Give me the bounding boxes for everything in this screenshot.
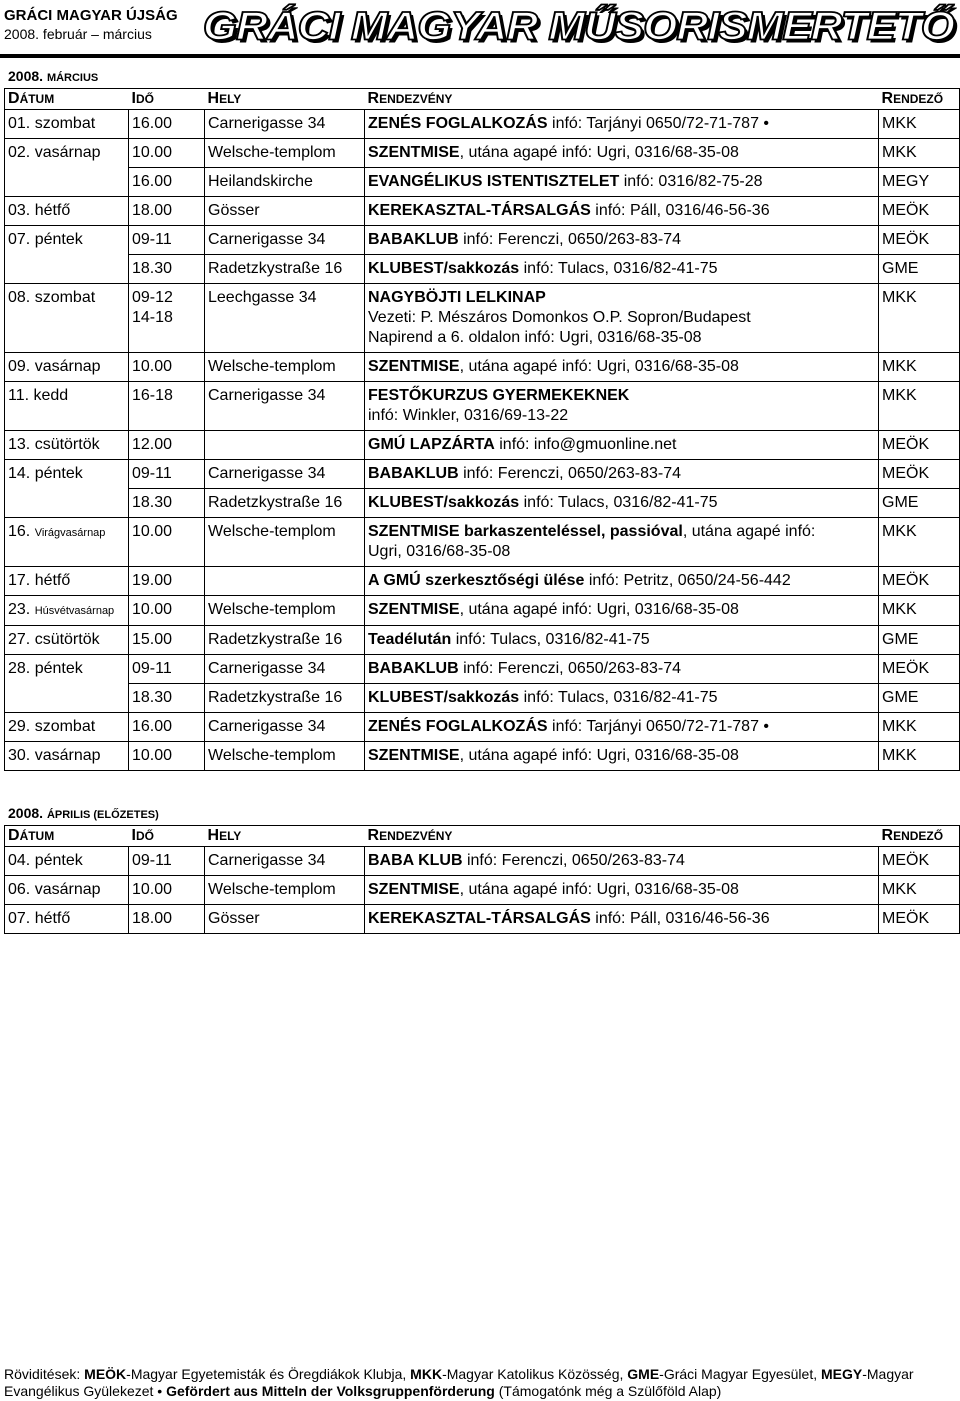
- table-row: [5, 460, 960, 489]
- column-header-ido: IDŐ: [129, 826, 205, 847]
- banner-title: GRÁCI MAGYAR MŰSORISMERTETŐ: [202, 4, 954, 49]
- table-row: [5, 353, 960, 382]
- event-cell: KEREKASZTAL-TÁRSALGÁS infó: Páll, 0316/46-56-36: [365, 197, 879, 226]
- place-cell: Carnerigasse 34: [205, 713, 365, 742]
- column-header-ido: IDŐ: [129, 89, 205, 110]
- organizer-cell: GME: [879, 626, 960, 655]
- place-cell: Welsche-templom: [205, 742, 365, 771]
- time-cell: 15.00: [129, 626, 205, 655]
- date-cell: 04. péntek: [5, 847, 129, 876]
- event-cell: SZENTMISE, utána agapé infó: Ugri, 0316/68-35-08: [365, 742, 879, 771]
- header-rule: [0, 54, 960, 58]
- time-cell: 10.00: [129, 596, 205, 626]
- place-cell: Welsche-templom: [205, 596, 365, 626]
- organizer-cell: MKK: [879, 518, 960, 567]
- column-header-rendezo: RENDEZŐ: [879, 826, 960, 847]
- table-row: [5, 255, 960, 284]
- table-row: [5, 226, 960, 255]
- table-row: [5, 847, 960, 876]
- event-cell: BABAKLUB infó: Ferenczi, 0650/263-83-74: [365, 460, 879, 489]
- event-cell: KLUBEST/sakkozás infó: Tulacs, 0316/82-41-75: [365, 255, 879, 284]
- time-cell: 12.00: [129, 431, 205, 460]
- place-cell: Gösser: [205, 905, 365, 934]
- organizer-cell: MKK: [879, 713, 960, 742]
- organizer-cell: MEÖK: [879, 905, 960, 934]
- date-cell: 07. hétfő: [5, 905, 129, 934]
- table-row: [5, 567, 960, 596]
- masthead: [4, 6, 178, 43]
- column-header-rendezveny: RENDEZVÉNY: [365, 89, 879, 110]
- place-cell: Radetzkystraße 16: [205, 255, 365, 284]
- event-cell: SZENTMISE barkaszenteléssel, passióval, utána agapé infó: Ugri, 0316/68-35-08: [365, 518, 879, 567]
- organizer-cell: MKK: [879, 139, 960, 168]
- organizer-cell: MKK: [879, 353, 960, 382]
- time-cell: 18.00: [129, 197, 205, 226]
- table-row: [5, 168, 960, 197]
- column-header-hely: HELY: [205, 826, 365, 847]
- table-row: [5, 518, 960, 567]
- date-cell: 14. péntek: [5, 460, 129, 489]
- organizer-cell: MKK: [879, 284, 960, 353]
- organizer-cell: MEGY: [879, 168, 960, 197]
- organizer-cell: MEÖK: [879, 847, 960, 876]
- organizer-cell: GME: [879, 255, 960, 284]
- time-cell: 09-12 14-18: [129, 284, 205, 353]
- organizer-cell: MEÖK: [879, 655, 960, 684]
- time-cell: 10.00: [129, 876, 205, 905]
- column-header-datum: DÁTUM: [5, 89, 129, 110]
- date-cell: 09. vasárnap: [5, 353, 129, 382]
- column-header-datum: DÁTUM: [5, 826, 129, 847]
- time-cell: 16-18: [129, 382, 205, 431]
- date-cell: 13. csütörtök: [5, 431, 129, 460]
- event-cell: KLUBEST/sakkozás infó: Tulacs, 0316/82-41-75: [365, 489, 879, 518]
- organizer-cell: GME: [879, 684, 960, 713]
- place-cell: Carnerigasse 34: [205, 382, 365, 431]
- table-row: [5, 596, 960, 626]
- march-title: 2008. MÁRCIUS: [8, 68, 99, 84]
- organizer-cell: MKK: [879, 596, 960, 626]
- footer-line-2: Evangélikus Gyülekezet • Gefördert aus Mitteln der Volksgruppenförderung (Támogatónk még a Szülőföld Alap): [4, 1383, 722, 1399]
- date-cell: 06. vasárnap: [5, 876, 129, 905]
- date-cell: [5, 255, 129, 284]
- date-cell: 03. hétfő: [5, 197, 129, 226]
- event-cell: A GMÚ szerkesztőségi ülése infó: Petritz, 0650/24-56-442: [365, 567, 879, 596]
- time-cell: 16.00: [129, 713, 205, 742]
- place-cell: Heilandskirche: [205, 168, 365, 197]
- event-cell: KLUBEST/sakkozás infó: Tulacs, 0316/82-41-75: [365, 684, 879, 713]
- footer-abbreviations: [4, 1366, 914, 1400]
- date-cell: 11. kedd: [5, 382, 129, 431]
- time-cell: 10.00: [129, 742, 205, 771]
- event-cell: EVANGÉLIKUS ISTENTISZTELET infó: 0316/82-75-28: [365, 168, 879, 197]
- place-cell: [205, 567, 365, 596]
- table-row: [5, 284, 960, 353]
- date-cell: 16. Virágvasárnap: [5, 518, 129, 567]
- date-cell: [5, 489, 129, 518]
- time-cell: 18.00: [129, 905, 205, 934]
- place-cell: Welsche-templom: [205, 876, 365, 905]
- time-cell: 09-11: [129, 847, 205, 876]
- event-cell: NAGYBÖJTI LELKINAP Vezeti: P. Mészáros Domonkos O.P. Sopron/Budapest Napirend a 6. oldalon infó: Ugri, 0316/68-35-08: [365, 284, 879, 353]
- place-cell: Leechgasse 34: [205, 284, 365, 353]
- table-row: [5, 197, 960, 226]
- table-row: [5, 905, 960, 934]
- event-cell: ZENÉS FOGLALKOZÁS infó: Tarjányi 0650/72-71-787 •: [365, 110, 879, 139]
- date-cell: 30. vasárnap: [5, 742, 129, 771]
- organizer-cell: MEÖK: [879, 226, 960, 255]
- event-cell: BABA KLUB infó: Ferenczi, 0650/263-83-74: [365, 847, 879, 876]
- event-cell: SZENTMISE, utána agapé infó: Ugri, 0316/68-35-08: [365, 139, 879, 168]
- event-cell: SZENTMISE, utána agapé infó: Ugri, 0316/68-35-08: [365, 596, 879, 626]
- place-cell: Carnerigasse 34: [205, 655, 365, 684]
- organizer-cell: GME: [879, 489, 960, 518]
- event-cell: KEREKASZTAL-TÁRSALGÁS infó: Páll, 0316/46-56-36: [365, 905, 879, 934]
- date-cell: [5, 168, 129, 197]
- organizer-cell: MEÖK: [879, 431, 960, 460]
- event-cell: SZENTMISE, utána agapé infó: Ugri, 0316/68-35-08: [365, 876, 879, 905]
- event-cell: FESTŐKURZUS GYERMEKEKNEK infó: Winkler, 0316/69-13-22: [365, 382, 879, 431]
- place-cell: Radetzkystraße 16: [205, 489, 365, 518]
- place-cell: Carnerigasse 34: [205, 460, 365, 489]
- place-cell: Carnerigasse 34: [205, 226, 365, 255]
- time-cell: 18.30: [129, 684, 205, 713]
- table-row: [5, 431, 960, 460]
- time-cell: 18.30: [129, 255, 205, 284]
- april-schedule-table: [4, 825, 960, 934]
- date-cell: 02. vasárnap: [5, 139, 129, 168]
- date-cell: 17. hétfő: [5, 567, 129, 596]
- time-cell: 09-11: [129, 460, 205, 489]
- time-cell: 09-11: [129, 226, 205, 255]
- table-row: [5, 684, 960, 713]
- date-cell: 27. csütörtök: [5, 626, 129, 655]
- organizer-cell: MEÖK: [879, 197, 960, 226]
- date-cell: 07. péntek: [5, 226, 129, 255]
- event-cell: Teadélután infó: Tulacs, 0316/82-41-75: [365, 626, 879, 655]
- time-cell: 10.00: [129, 353, 205, 382]
- issue-date: 2008. február – március: [4, 26, 152, 42]
- place-cell: Welsche-templom: [205, 139, 365, 168]
- event-cell: ZENÉS FOGLALKOZÁS infó: Tarjányi 0650/72-71-787 •: [365, 713, 879, 742]
- date-cell: [5, 684, 129, 713]
- time-cell: 10.00: [129, 139, 205, 168]
- table-header-row: [5, 826, 960, 847]
- organizer-cell: MKK: [879, 110, 960, 139]
- organizer-cell: MEÖK: [879, 460, 960, 489]
- march-schedule-table: [4, 88, 960, 771]
- column-header-rendezo: RENDEZŐ: [879, 89, 960, 110]
- table-row: [5, 489, 960, 518]
- event-cell: GMÚ LAPZÁRTA infó: info@gmuonline.net: [365, 431, 879, 460]
- table-row: [5, 655, 960, 684]
- table-row: [5, 139, 960, 168]
- column-header-rendezveny: RENDEZVÉNY: [365, 826, 879, 847]
- date-cell: 01. szombat: [5, 110, 129, 139]
- time-cell: 16.00: [129, 110, 205, 139]
- place-cell: Welsche-templom: [205, 518, 365, 567]
- table-row: [5, 110, 960, 139]
- table-row: [5, 626, 960, 655]
- table-row: [5, 742, 960, 771]
- table-row: [5, 713, 960, 742]
- table-header-row: [5, 89, 960, 110]
- place-cell: Radetzkystraße 16: [205, 684, 365, 713]
- table-row: [5, 876, 960, 905]
- time-cell: 10.00: [129, 518, 205, 567]
- place-cell: Welsche-templom: [205, 353, 365, 382]
- event-cell: SZENTMISE, utána agapé infó: Ugri, 0316/68-35-08: [365, 353, 879, 382]
- place-cell: [205, 431, 365, 460]
- time-cell: 09-11: [129, 655, 205, 684]
- time-cell: 18.30: [129, 489, 205, 518]
- organizer-cell: MEÖK: [879, 567, 960, 596]
- time-cell: 16.00: [129, 168, 205, 197]
- event-cell: BABAKLUB infó: Ferenczi, 0650/263-83-74: [365, 655, 879, 684]
- event-cell: BABAKLUB infó: Ferenczi, 0650/263-83-74: [365, 226, 879, 255]
- place-cell: Carnerigasse 34: [205, 110, 365, 139]
- column-header-hely: HELY: [205, 89, 365, 110]
- place-cell: Gösser: [205, 197, 365, 226]
- date-cell: 08. szombat: [5, 284, 129, 353]
- date-cell: 29. szombat: [5, 713, 129, 742]
- place-cell: Radetzkystraße 16: [205, 626, 365, 655]
- organizer-cell: MKK: [879, 742, 960, 771]
- place-cell: Carnerigasse 34: [205, 847, 365, 876]
- paper-title: GRÁCI MAGYAR ÚJSÁG: [4, 7, 178, 24]
- organizer-cell: MKK: [879, 382, 960, 431]
- date-cell: 23. Húsvétvasárnap: [5, 596, 129, 626]
- date-cell: 28. péntek: [5, 655, 129, 684]
- time-cell: 19.00: [129, 567, 205, 596]
- organizer-cell: MKK: [879, 876, 960, 905]
- footer-line-1: Röviditések: MEÖK-Magyar Egyetemisták és Öregdiákok Klubja, MKK-Magyar Katolikus Közösség, GME-Gráci Magyar Egyesület, MEGY-Magyar: [4, 1366, 914, 1382]
- table-row: [5, 382, 960, 431]
- april-title: 2008. ÁPRILIS (ELŐZETES): [8, 805, 159, 821]
